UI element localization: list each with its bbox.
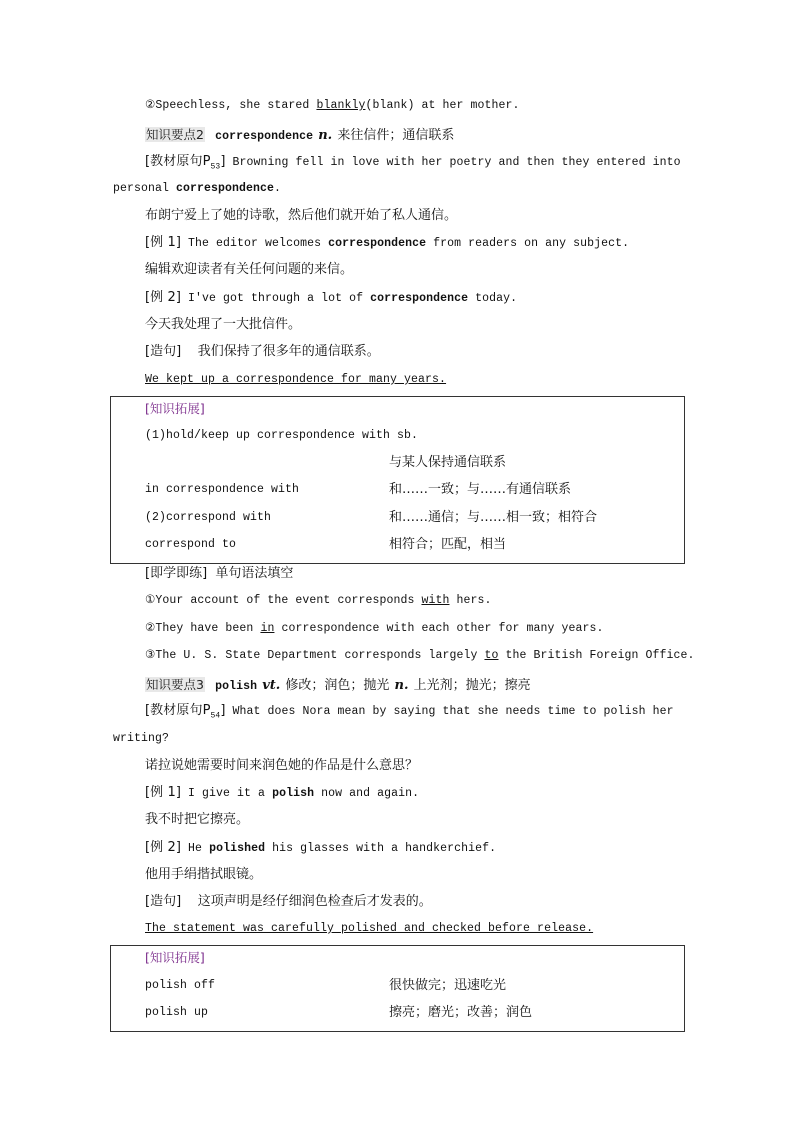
example-text: I give it a (181, 787, 273, 800)
question-text: ①Your account of the event corresponds (145, 594, 422, 607)
answer: to (484, 649, 499, 662)
example-4-translation: 他用手绢揩拭眼镜。 (145, 867, 263, 882)
example-bold: polished (209, 842, 266, 855)
drill-question-2 (145, 621, 604, 637)
source-translation-2: 诺拉说她需要时间来润色她的作品是什么意思？ (145, 758, 419, 773)
example-4 (145, 840, 496, 857)
part-of-speech: n. (318, 128, 333, 143)
phrase-4: correspond to (145, 538, 237, 551)
example-1 (145, 235, 629, 252)
example-text: I've got through a lot of (181, 292, 371, 305)
page-number: 53 (210, 162, 221, 172)
example-text-end: now and again. (314, 787, 420, 800)
part-of-speech: vt. (262, 678, 281, 693)
headword: polish (215, 680, 258, 693)
example-bold: correspondence (370, 292, 469, 305)
example-label: [例 1] (145, 235, 182, 250)
drill-question-1 (145, 593, 491, 609)
example-label: [例 2] (145, 840, 182, 855)
meaning: 修改；润色；抛光 (285, 678, 390, 693)
point-tag: 知识要点3 (146, 677, 204, 692)
source-sentence-2-cont: writing? (113, 732, 170, 745)
phrase-4-meaning: 相符合；匹配，相当 (389, 537, 507, 552)
make-sentence-2 (145, 894, 432, 910)
example-bold: correspondence (328, 237, 427, 250)
example-3 (145, 785, 419, 802)
source-end: . (274, 182, 282, 195)
make-answer-2: The statement was carefully polished and checked before release. (145, 922, 594, 935)
answer: blankly (316, 99, 366, 112)
phrase-1: (1)hold/keep up correspondence with sb. (145, 429, 419, 442)
example-text-end: from readers on any subject. (426, 237, 630, 250)
source-sentence-cont (113, 181, 281, 197)
make-label: [造句] (145, 344, 182, 359)
question-text-end: hers. (449, 594, 492, 607)
drill-title: 单句语法填空 (215, 566, 294, 581)
source-label: [教材原句P (145, 703, 211, 718)
phrase-polish-off: polish off (145, 979, 216, 992)
example-label: [例 1] (145, 785, 182, 800)
example-3-translation: 我不时把它擦亮。 (145, 812, 250, 827)
drill-label: [即学即练] (145, 566, 208, 581)
part-of-speech-2: n. (394, 678, 409, 693)
source-label-end: ] (220, 703, 226, 718)
drill-heading (145, 566, 293, 582)
box-title: [知识拓展] (145, 401, 205, 416)
box-title-2: [知识拓展] (145, 950, 205, 965)
source-label: [教材原句P (145, 154, 211, 169)
make-sentence (145, 344, 380, 360)
make-text: 我们保持了很多年的通信联系。 (197, 344, 380, 359)
source-text: Browning fell in love with her poetry and then they entered into (225, 156, 681, 169)
phrase-polish-up: polish up (145, 1006, 209, 1019)
source-sentence (145, 154, 681, 175)
item-text-end: (blank) at her mother. (365, 99, 520, 112)
item-text: ②Speechless, she stared (145, 99, 317, 112)
exercise-item-2 (145, 98, 519, 114)
example-2 (145, 290, 517, 307)
question-text-end: correspondence with each other for many years. (274, 622, 604, 635)
answer: with (421, 594, 450, 607)
page-number: 54 (210, 711, 221, 721)
phrase-1-meaning: 与某人保持通信联系 (389, 455, 507, 470)
question-text-end: the British Foreign Office. (498, 649, 695, 662)
question-text: ②They have been (145, 622, 261, 635)
source-sentence-2 (145, 703, 674, 724)
phrase-2-meaning: 和……一致；与……有通信联系 (389, 482, 572, 497)
phrase-polish-up-meaning: 擦亮；磨光；改善；润色 (389, 1005, 533, 1020)
source-bold: correspondence (176, 182, 275, 195)
source-label-end: ] (220, 154, 226, 169)
knowledge-point-heading (145, 126, 454, 145)
question-text: ③The U. S. State Department corresponds largely (145, 649, 485, 662)
example-text: He (181, 842, 210, 855)
phrase-2: in correspondence with (145, 483, 300, 496)
make-label: [造句] (145, 894, 182, 909)
knowledge-point-heading-3 (145, 676, 531, 695)
example-label: [例 2] (145, 290, 182, 305)
example-1-translation: 编辑欢迎读者有关任何问题的来信。 (145, 262, 354, 277)
drill-question-3 (145, 648, 695, 664)
headword: correspondence (215, 130, 314, 143)
example-2-translation: 今天我处理了一大批信件。 (145, 317, 302, 332)
example-text: The editor welcomes (181, 237, 329, 250)
example-text-end: his glasses with a handkerchief. (265, 842, 497, 855)
phrase-3: (2)correspond with (145, 511, 272, 524)
meaning-2: 上光剂；抛光；擦亮 (413, 678, 531, 693)
point-tag: 知识要点2 (146, 127, 204, 142)
phrase-3-meaning: 和……通信；与……相一致；相符合 (389, 510, 598, 525)
make-answer: We kept up a correspondence for many years. (145, 373, 447, 386)
example-text-end: today. (468, 292, 518, 305)
source-translation: 布朗宁爱上了她的诗歌，然后他们就开始了私人通信。 (145, 208, 458, 223)
meaning: 来往信件；通信联系 (337, 128, 455, 143)
answer: in (260, 622, 275, 635)
make-text: 这项声明是经仔细润色检查后才发表的。 (197, 894, 432, 909)
phrase-polish-off-meaning: 很快做完；迅速吃光 (389, 978, 507, 993)
source-text: What does Nora mean by saying that she needs time to polish her (225, 705, 674, 718)
source-text-cont: personal (113, 182, 177, 195)
example-bold: polish (272, 787, 315, 800)
